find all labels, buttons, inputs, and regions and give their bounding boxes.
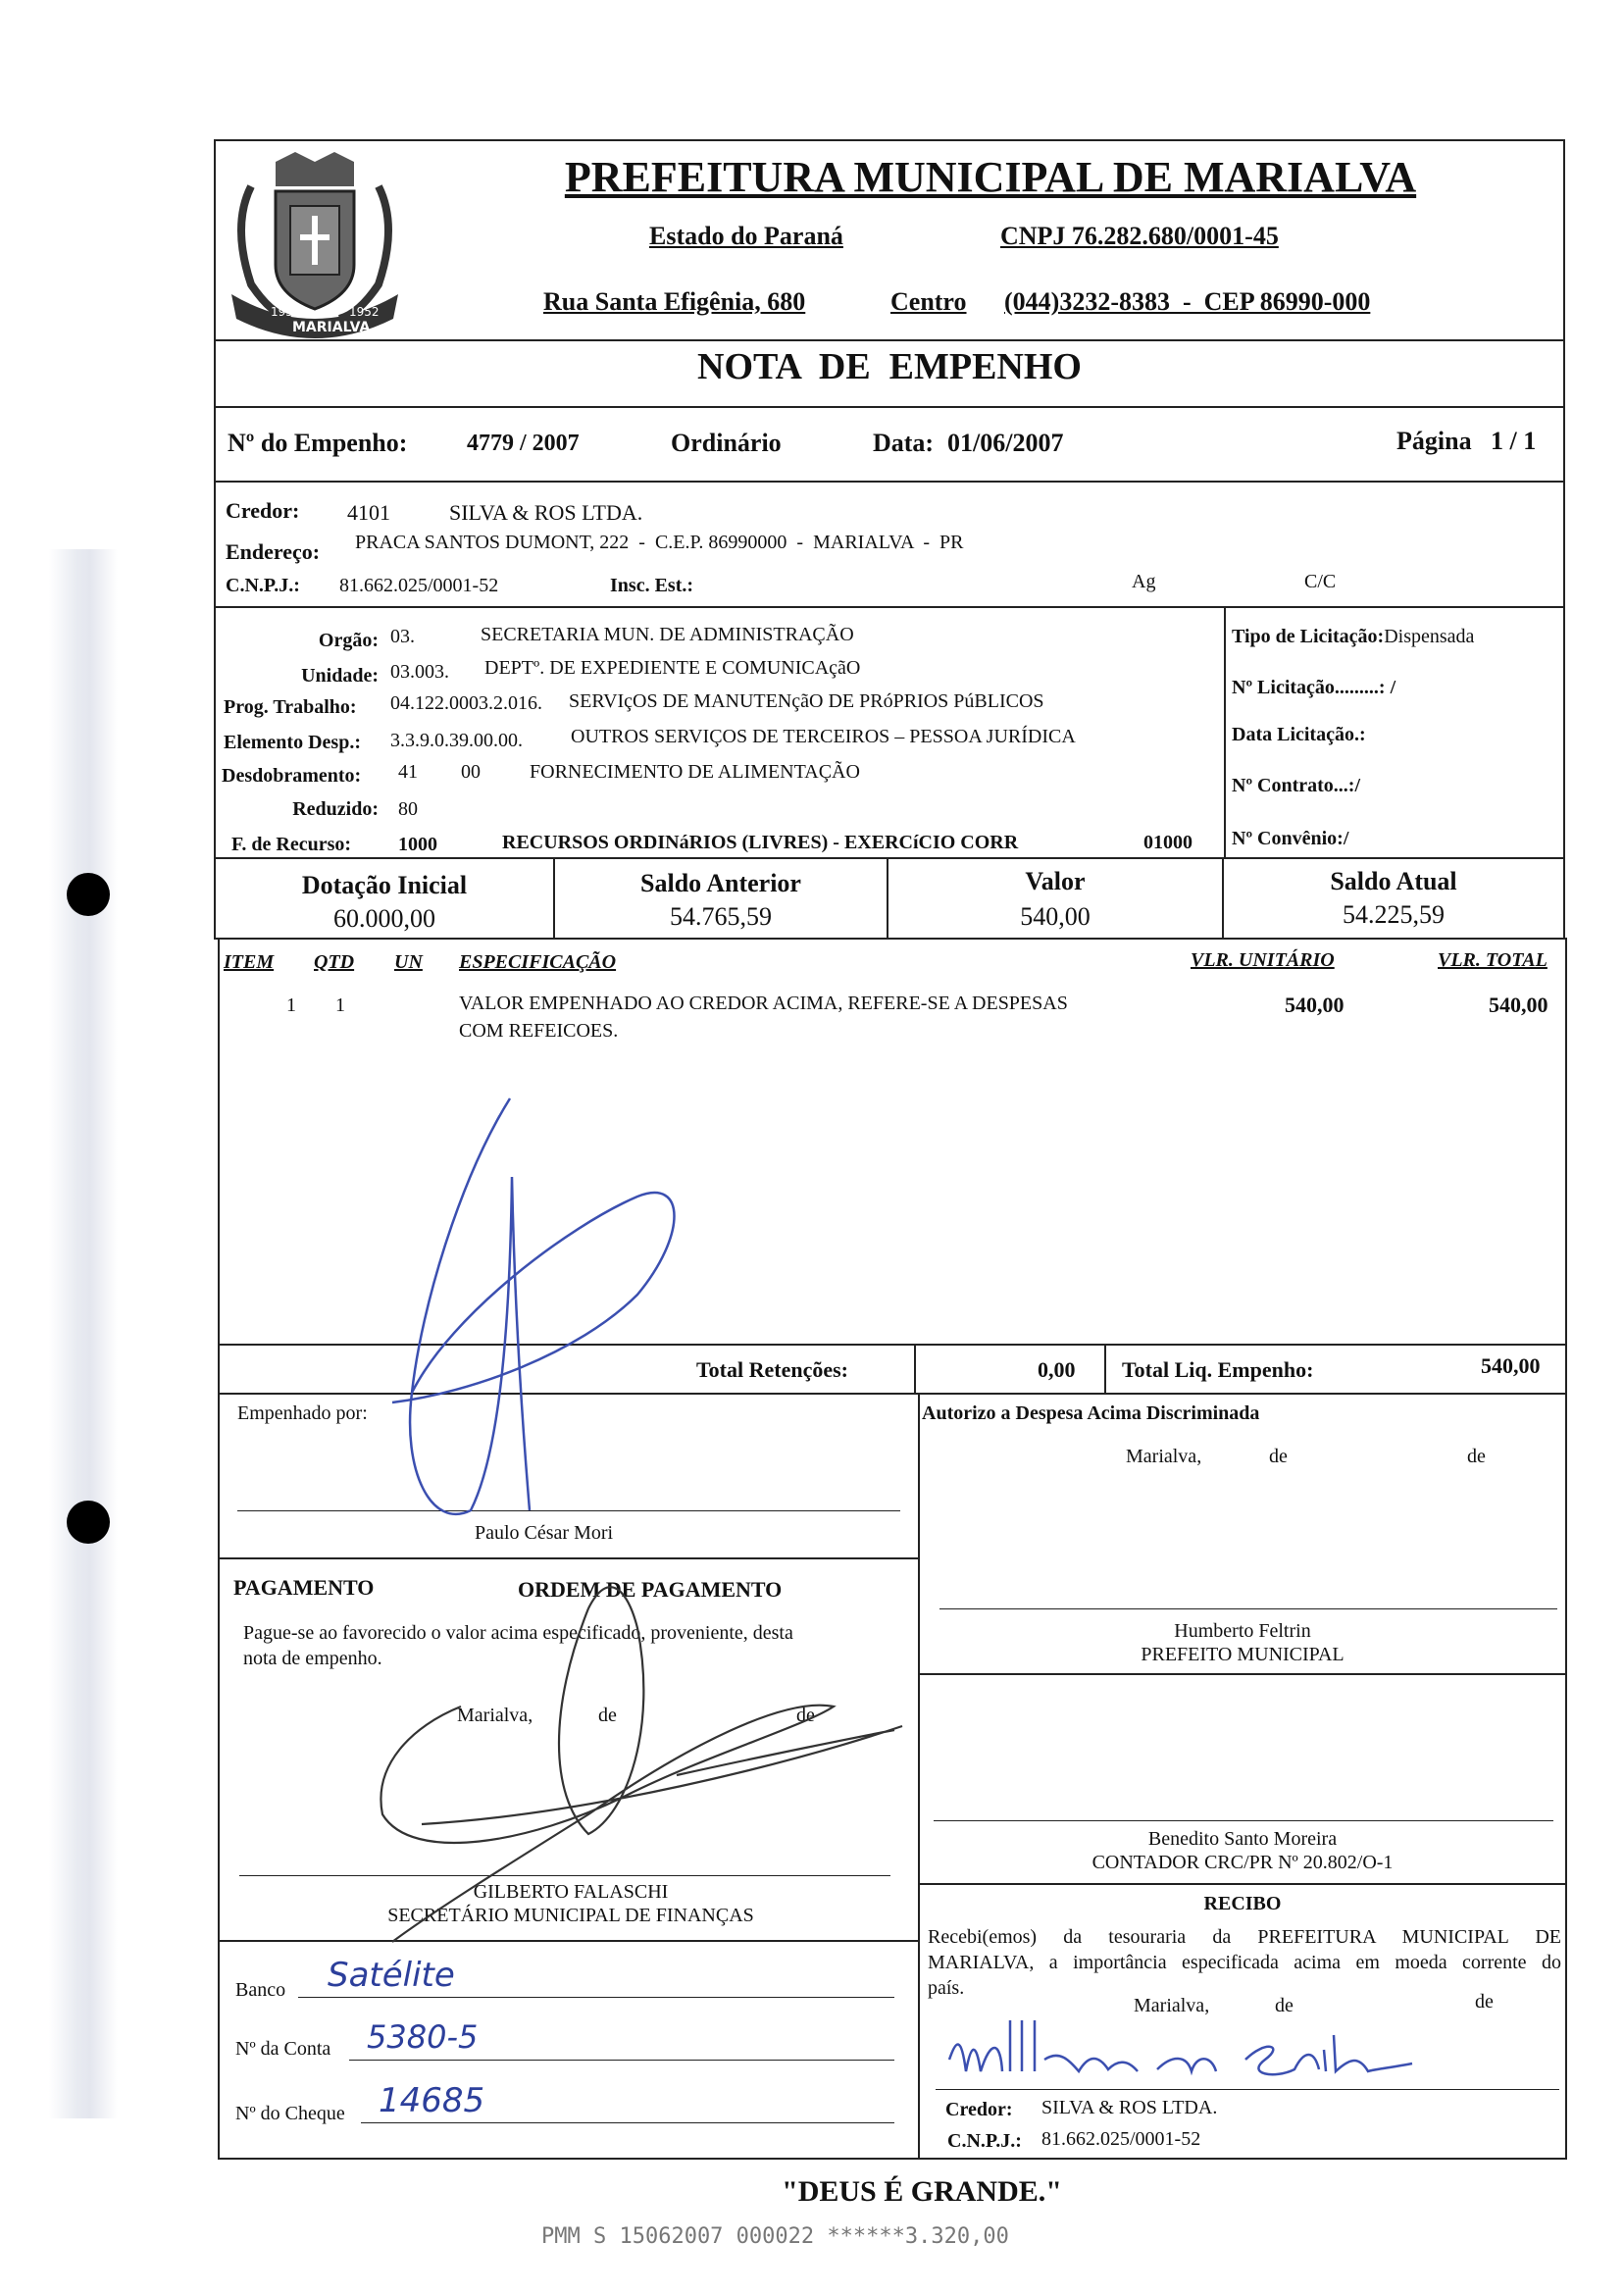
desdobramento-sub: 00 bbox=[461, 761, 481, 783]
svg-text:1951: 1951 bbox=[271, 305, 301, 319]
elemento-label: Elemento Desp.: bbox=[224, 732, 361, 753]
cheque-label: Nº do Cheque bbox=[235, 2103, 345, 2124]
liquido-value: 540,00 bbox=[1481, 1353, 1541, 1378]
recurso-name: RECURSOS ORDINáRIOS (LIVRES) - EXERCíCIO CORR bbox=[502, 832, 1019, 853]
prog-code: 04.122.0003.2.016. bbox=[390, 692, 542, 714]
pagamento-de1: de bbox=[598, 1705, 617, 1726]
page-title: PREFEITURA MUNICIPAL DE MARIALVA bbox=[564, 153, 1417, 201]
recibo-de1: de bbox=[1275, 1995, 1294, 2016]
page-label: Página bbox=[1396, 427, 1472, 455]
unidade-label: Unidade: bbox=[301, 665, 379, 687]
licitacao-number: Nº Licitação.........: / bbox=[1232, 677, 1396, 698]
pagamento-de2: de bbox=[796, 1705, 815, 1726]
col-un: UN bbox=[394, 951, 423, 973]
ordem-pagamento-label: ORDEM DE PAGAMENTO bbox=[518, 1577, 783, 1602]
contador-title: CONTADOR CRC/PR Nº 20.802/O-1 bbox=[1091, 1852, 1394, 1873]
svg-text:1952: 1952 bbox=[349, 305, 380, 319]
autorizo-label: Autorizo a Despesa Acima Discriminada bbox=[922, 1402, 1260, 1424]
empenho-date-label: Data: bbox=[873, 429, 935, 457]
footer-motto: "DEUS É GRANDE." bbox=[782, 2175, 1062, 2208]
col-item: ITEM bbox=[224, 951, 275, 973]
endereco-label: Endereço: bbox=[226, 539, 321, 564]
item-qtd: 1 bbox=[335, 994, 345, 1016]
desdobramento-name: FORNECIMENTO DE ALIMENTAÇÃO bbox=[530, 761, 860, 783]
prog-label: Prog. Trabalho: bbox=[224, 696, 357, 718]
saldo-anterior-value: 54.765,59 bbox=[670, 902, 772, 931]
autorizo-de1: de bbox=[1269, 1446, 1288, 1467]
desdobramento-label: Desdobramento: bbox=[222, 765, 362, 787]
item-total-value: 540,00 bbox=[1489, 993, 1548, 1017]
item-number: 1 bbox=[286, 994, 296, 1016]
saldo-atual-label: Saldo Atual bbox=[1330, 867, 1457, 895]
saldo-anterior-label: Saldo Anterior bbox=[640, 869, 801, 897]
agencia-label: Ag bbox=[1132, 571, 1156, 592]
empenho-date: 01/06/2007 bbox=[947, 429, 1064, 457]
pagamento-place: Marialva, bbox=[457, 1705, 533, 1726]
orgao-name: SECRETARIA MUN. DE ADMINISTRAÇÃO bbox=[481, 624, 854, 645]
liquido-label: Total Liq. Empenho: bbox=[1122, 1357, 1314, 1382]
unidade-name: DEPTº. DE EXPEDIENTE E COMUNICAçãO bbox=[484, 657, 861, 679]
credor-code: 4101 bbox=[347, 500, 390, 525]
reduzido-value: 80 bbox=[398, 798, 418, 820]
col-qtd: QTD bbox=[314, 951, 355, 973]
elemento-code: 3.3.9.0.39.00.00. bbox=[390, 730, 523, 751]
pagamento-label: PAGAMENTO bbox=[233, 1575, 375, 1600]
org-district: Centro bbox=[890, 287, 967, 316]
orgao-label: Orgão: bbox=[318, 630, 379, 651]
empenho-type: Ordinário bbox=[671, 429, 782, 457]
valor-value: 540,00 bbox=[1020, 902, 1091, 931]
prefeito-name: Humberto Feltrin bbox=[1174, 1620, 1311, 1642]
state-label: Estado do Paraná bbox=[649, 222, 843, 250]
conta-label: Nº da Conta bbox=[235, 2038, 331, 2060]
pagamento-text-line2: nota de empenho. bbox=[243, 1648, 382, 1669]
desdobramento-code: 41 bbox=[398, 761, 418, 783]
recibo-place: Marialva, bbox=[1134, 1995, 1210, 2016]
col-total-value: VLR. TOTAL bbox=[1438, 949, 1548, 971]
document-title: NOTA DE EMPENHO bbox=[697, 346, 1082, 387]
recibo-de2: de bbox=[1475, 1991, 1494, 2013]
recibo-credor: SILVA & ROS LTDA. bbox=[1041, 2097, 1218, 2118]
recibo-text-line1: Recebi(emos) da tesouraria da PREFEITURA MUNICIPAL DE bbox=[928, 1926, 1561, 1948]
conta-value: 5380-5 bbox=[367, 2018, 479, 2056]
tipo-licitacao-label: Tipo de Licitação: bbox=[1232, 626, 1385, 647]
autorizo-place: Marialva, bbox=[1126, 1446, 1202, 1467]
recibo-text-line2: MARIALVA, a importância especificada acima em moeda corrente do bbox=[928, 1952, 1561, 1973]
prefeito-title: PREFEITO MUNICIPAL bbox=[1141, 1644, 1345, 1665]
org-address: Rua Santa Efigênia, 680 bbox=[543, 287, 806, 316]
elemento-name: OUTROS SERVIÇOS DE TERCEIROS – PESSOA JURÍDICA bbox=[571, 726, 1076, 747]
credor-cnpj: 81.662.025/0001-52 bbox=[339, 575, 499, 596]
pagamento-signer-title: SECRETÁRIO MUNICIPAL DE FINANÇAS bbox=[387, 1905, 754, 1926]
credor-name: SILVA & ROS LTDA. bbox=[449, 500, 643, 525]
conta-corrente-label: C/C bbox=[1304, 571, 1337, 592]
reduzido-label: Reduzido: bbox=[292, 798, 379, 820]
cheque-value: 14685 bbox=[379, 2081, 485, 2120]
prog-name: SERVIçOS DE MANUTENçãO DE PRóPRIOS PúBLICOS bbox=[569, 690, 1044, 712]
recibo-label: RECIBO bbox=[1203, 1893, 1282, 1914]
dotacao-value: 60.000,00 bbox=[333, 904, 435, 933]
footer-stamp: PMM S 15062007 000022 ******3.320,00 bbox=[541, 2224, 1009, 2249]
page-number: 1 / 1 bbox=[1491, 427, 1537, 455]
recibo-cnpj: 81.662.025/0001-52 bbox=[1041, 2128, 1201, 2150]
empenhado-signer: Paulo César Mori bbox=[475, 1522, 614, 1544]
org-cnpj: CNPJ 76.282.680/0001-45 bbox=[1000, 222, 1279, 250]
recurso-sub: 01000 bbox=[1143, 832, 1193, 853]
recurso-code: 1000 bbox=[398, 834, 437, 855]
contador-name: Benedito Santo Moreira bbox=[1147, 1828, 1338, 1850]
banco-value: Satélite bbox=[328, 1956, 455, 1995]
empenho-number: 4779 / 2007 bbox=[467, 431, 580, 456]
orgao-code: 03. bbox=[390, 626, 415, 647]
empenho-number-label: Nº do Empenho: bbox=[228, 429, 408, 457]
empenhado-label: Empenhado por: bbox=[237, 1402, 368, 1424]
insc-est-label: Insc. Est.: bbox=[610, 575, 694, 596]
valor-label: Valor bbox=[1025, 867, 1086, 895]
contrato-number: Nº Contrato...:/ bbox=[1232, 775, 1361, 796]
recibo-credor-label: Credor: bbox=[945, 2099, 1013, 2120]
retencoes-value: 0,00 bbox=[1038, 1357, 1076, 1382]
col-unit-value: VLR. UNITÁRIO bbox=[1191, 949, 1335, 971]
item-spec-line1: VALOR EMPENHADO AO CREDOR ACIMA, REFERE-SE A DESPESAS bbox=[459, 993, 1068, 1014]
credor-cnpj-label: C.N.P.J.: bbox=[226, 575, 300, 596]
dotacao-label: Dotação Inicial bbox=[301, 871, 468, 899]
svg-text:MARIALVA: MARIALVA bbox=[292, 320, 371, 335]
banco-label: Banco bbox=[235, 1979, 286, 2001]
credor-label: Credor: bbox=[226, 498, 300, 523]
tipo-licitacao: Dispensada bbox=[1384, 626, 1475, 647]
item-spec-line2: COM REFEICOES. bbox=[459, 1020, 619, 1042]
item-unit-value: 540,00 bbox=[1285, 993, 1345, 1017]
retencoes-label: Total Retenções: bbox=[696, 1357, 848, 1382]
col-spec: ESPECIFICAÇÃO bbox=[459, 951, 617, 973]
pagamento-signer-name: GILBERTO FALASCHI bbox=[473, 1881, 669, 1903]
unidade-code: 03.003. bbox=[390, 661, 449, 683]
credor-endereco: PRACA SANTOS DUMONT, 222 - C.E.P. 86990000 - MARIALVA - PR bbox=[355, 532, 964, 553]
pagamento-text-line1: Pague-se ao favorecido o valor acima especificado, proveniente, desta bbox=[243, 1622, 793, 1644]
saldo-atual-value: 54.225,59 bbox=[1343, 900, 1445, 929]
recurso-label: F. de Recurso: bbox=[231, 834, 352, 855]
org-phone-cep: (044)3232-8383 - CEP 86990-000 bbox=[1004, 287, 1371, 316]
recibo-text-line3: país. bbox=[928, 1977, 965, 1999]
convenio-number: Nº Convênio:/ bbox=[1232, 828, 1349, 849]
recibo-cnpj-label: C.N.P.J.: bbox=[947, 2130, 1022, 2152]
licitacao-date: Data Licitação.: bbox=[1232, 724, 1366, 745]
autorizo-de2: de bbox=[1467, 1446, 1486, 1467]
